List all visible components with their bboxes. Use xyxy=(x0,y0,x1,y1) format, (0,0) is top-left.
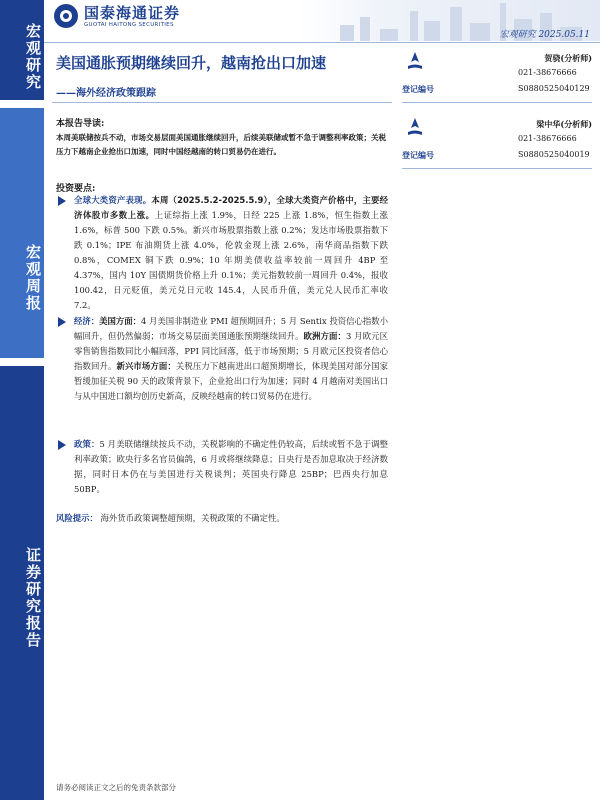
logo-name-cn: 国泰海通证券 xyxy=(84,3,181,22)
registration-number: S0880525040129 xyxy=(518,84,590,93)
analyst-card xyxy=(402,114,592,174)
analyst-phone: 021-38676666 xyxy=(518,68,577,77)
risk-warning xyxy=(56,512,388,524)
bullet-arrow-icon xyxy=(58,196,66,206)
key-point-heading: 经济： xyxy=(74,316,100,326)
key-point-policy xyxy=(58,437,388,497)
report-subtitle: ——海外经济政策跟踪 xyxy=(56,88,156,99)
sidebar xyxy=(0,0,44,800)
guide-summary: 本周美联储按兵不动，市场交易层面美国通胀继续回升，后续美联储或暂不急于调整利率政策；关税压力下越南企业抢出口加速，同时中国经越南的转口贸易仍在进行。 xyxy=(56,133,386,156)
footer-disclaimer: 请务必阅读正文之后的免责条款部分 xyxy=(56,783,176,792)
key-point-economy xyxy=(58,314,388,404)
report-title: 美国通胀预期继续回升，越南抢出口加速 xyxy=(56,54,327,72)
logo-name-en: GUOTAI HAITONG SECURITIES xyxy=(84,21,174,28)
analyst-card xyxy=(402,48,592,108)
key-point-body: 上证综指上涨 1.9%，日经 225 上涨 1.8%，恒生指数上涨 1.6%，标普 500 下跌 0.5%。新兴市场股票指数上涨 0.2%；发达市场股票指数下跌 0.1%；IPE 布油期货上涨 4.0%，伦敦金现上涨 2.6%，南华商品指数下跌 0.8%，COMEX 铜下跌 0.9%；10 年期美债收益率较前一周回升 4BP 至 4.37%，国内 10Y 国债期货价格上升 0.1%；美元指数较前一周回升 0.4%，报收 100.42，日元贬值，美元兑日元收 145.4，人民币升值，美元兑人民币汇率收 7.2。 xyxy=(74,210,389,310)
bullet-arrow-icon xyxy=(58,440,66,450)
key-point-heading: 政策： xyxy=(74,439,100,449)
analyst-name: 梁中华(分析师) xyxy=(536,119,592,129)
report-category-date: 宏观研究 2025.05.11 xyxy=(499,30,590,40)
analyst-panel xyxy=(402,48,592,174)
analyst-phone: 021-38676666 xyxy=(518,134,577,143)
key-point-em-body: 关税压力下越南进出口超预期增长，体现美国对部分国家暂缓加征关税 90 天的政策背景下，企业抢出口行为加速；同时 4 月越南对美国出口与从中国进口额均创历史新高，反映经越南的转口贸易仍在进行。 xyxy=(74,361,389,401)
analyst-divider xyxy=(402,102,592,103)
page-header xyxy=(44,0,600,43)
risk-body: 海外货币政策调整超预期，关税政策的不确定性。 xyxy=(100,513,285,523)
logo-icon xyxy=(54,4,78,28)
sidebar-document-type-label: 证券研究报告 xyxy=(0,366,44,800)
key-point-emphasis: 本周（2025.5.2-2025.5.9），全球大类资产价格中，主要经济体股市多数上涨。 xyxy=(74,195,389,220)
analyst-registration xyxy=(402,150,592,162)
key-point-assets xyxy=(58,193,388,313)
key-point-europe-label: 欧洲方面： xyxy=(303,331,346,341)
registration-number: S0880525040019 xyxy=(518,150,590,159)
sidebar-category-label: 宏观研究 xyxy=(0,0,44,100)
key-point-us-label: 美国方面： xyxy=(99,316,142,326)
analyst-name: 贺骁(分析师) xyxy=(544,53,592,63)
bullet-arrow-icon xyxy=(58,317,66,327)
sidebar-report-type-label: 宏观周报 xyxy=(0,108,44,358)
analyst-registration xyxy=(402,84,592,96)
key-point-us-body: 4 月美国非制造业 PMI 超预期回升；5 月 Sentix 投资信心指数小幅回升，但仍然偏弱；市场交易层面美国通胀预期继续回升。 xyxy=(74,316,389,341)
key-point-body: 5 月美联储继续按兵不动，关税影响的不确定性仍较高，后续或暂不急于调整利率政策；欧央行多名官员偏鸽，6 月或将继续降息；日央行是否加息取决于经济数据，同时日本仍在与美国进行关税谈判；英国央行降息 25BP；巴西央行加息 50BP。 xyxy=(74,439,388,494)
registration-label: 登记编号 xyxy=(402,84,434,94)
title-divider xyxy=(52,102,392,104)
registration-label: 登记编号 xyxy=(402,150,434,160)
analyst-divider xyxy=(402,168,592,169)
key-points-heading: 投资要点: xyxy=(56,184,96,194)
key-point-em-label: 新兴市场方面： xyxy=(116,361,176,371)
company-logo xyxy=(54,4,180,28)
guide-heading: 本报告导读: xyxy=(56,119,105,129)
key-point-europe-body: 3 月欧元区零售销售指数同比小幅回落，PPI 同比回落，低于市场预期；5 月欧元区投资者信心指数回升。 xyxy=(74,331,388,371)
risk-label: 风险提示： xyxy=(56,513,98,523)
key-point-heading: 全球大类资产表现。 xyxy=(74,195,152,205)
